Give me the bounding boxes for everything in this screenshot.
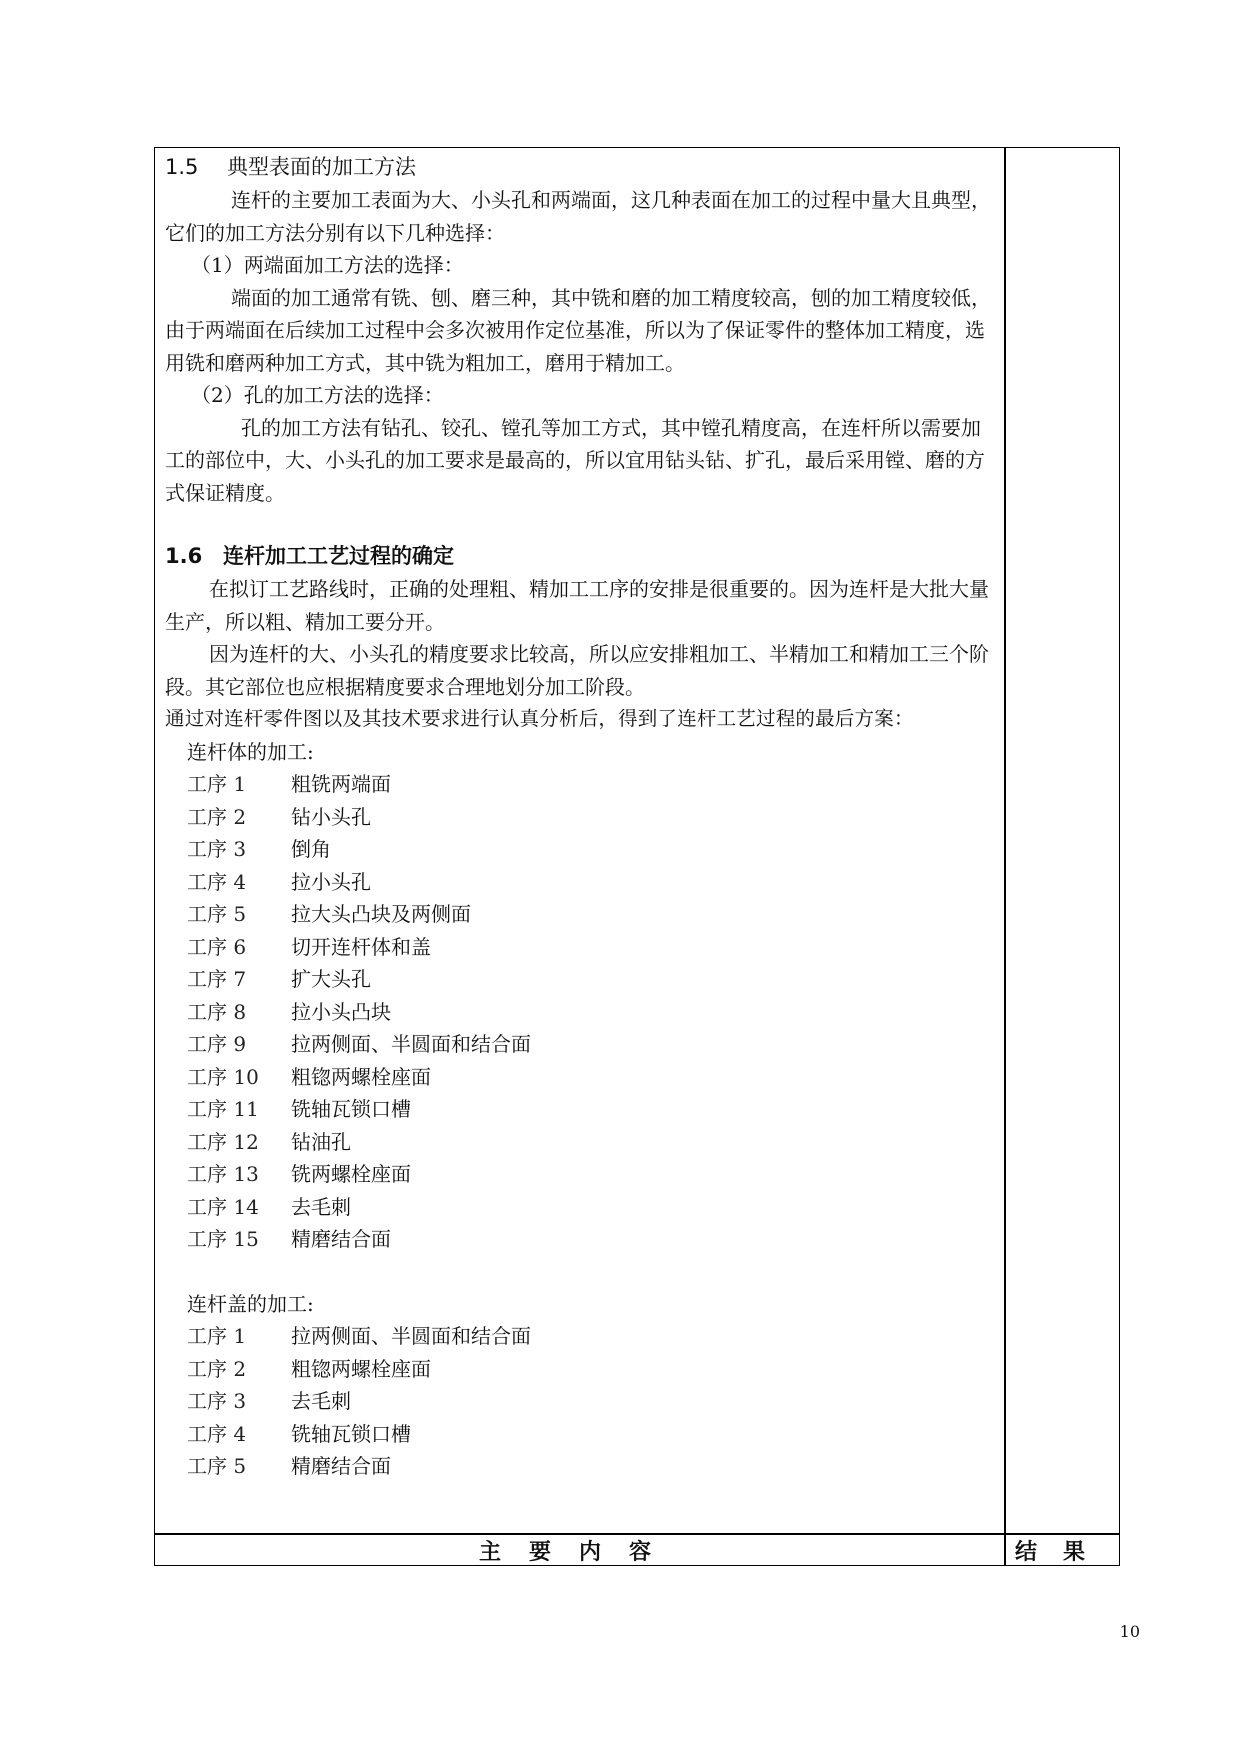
list-item bbox=[165, 996, 997, 1029]
step-text: 钻小头孔 bbox=[291, 804, 371, 829]
step-label: 工序 1 bbox=[187, 1324, 247, 1348]
step-label: 工序 5 bbox=[187, 902, 247, 926]
list-item bbox=[165, 1093, 997, 1126]
paragraph: 因为连杆的大、小头孔的精度要求比较高，所以应安排粗加工、半精加工和精加工三个阶段。其它部位也应根据精度要求合理地划分加工阶段。 bbox=[165, 642, 989, 699]
footer-main-content: 主要内容 bbox=[478, 1540, 679, 1565]
step-label: 工序 7 bbox=[187, 967, 247, 991]
list-item bbox=[165, 1450, 997, 1483]
step-text: 精磨结合面 bbox=[291, 1227, 391, 1251]
rod-body-steps bbox=[165, 768, 997, 1256]
list-item bbox=[165, 963, 997, 996]
list-item bbox=[165, 898, 997, 931]
list-item bbox=[165, 1126, 997, 1159]
list-item bbox=[165, 1320, 997, 1353]
footer-result: 结果 bbox=[1014, 1540, 1111, 1565]
section-number: 1.5 bbox=[165, 155, 199, 179]
list-item bbox=[165, 768, 997, 801]
step-text: 铣轴瓦锁口槽 bbox=[291, 1097, 411, 1121]
section-number: 1.6 bbox=[165, 544, 203, 568]
list-item bbox=[165, 1028, 997, 1061]
list-item bbox=[165, 1191, 997, 1224]
list-item bbox=[165, 1061, 997, 1094]
rod-cap-steps bbox=[165, 1320, 997, 1483]
list-item bbox=[165, 1418, 997, 1451]
item-title: （1）两端面加工方法的选择： bbox=[191, 253, 464, 277]
group-title-rod-cap: 连杆盖的加工: bbox=[187, 1291, 314, 1316]
step-label: 工序 2 bbox=[187, 804, 247, 829]
step-text: 去毛刺 bbox=[291, 1389, 351, 1413]
section-heading-1-5 bbox=[165, 150, 997, 184]
column-divider bbox=[1004, 147, 1006, 1566]
paragraph: 通过对连杆零件图以及其技术要求进行认真分析后，得到了连杆工艺过程的最后方案： bbox=[165, 707, 914, 730]
step-text: 扩大头孔 bbox=[291, 967, 371, 991]
step-label: 工序 2 bbox=[187, 1356, 247, 1381]
step-text: 拉两侧面、半圆面和结合面 bbox=[291, 1032, 531, 1056]
step-text: 拉两侧面、半圆面和结合面 bbox=[291, 1324, 531, 1348]
step-text: 去毛刺 bbox=[291, 1194, 351, 1219]
step-label: 工序 10 bbox=[187, 1064, 259, 1089]
step-label: 工序 1 bbox=[187, 772, 247, 796]
step-text: 铣两螺栓座面 bbox=[291, 1162, 411, 1186]
list-item bbox=[165, 1385, 997, 1418]
step-label: 工序 11 bbox=[187, 1097, 259, 1121]
page-number: 10 bbox=[1119, 1622, 1140, 1641]
paragraph: 孔的加工方法有钻孔、铰孔、镗孔等加工方式，其中镗孔精度高，在连杆所以需要加工的部位中，大、小头孔的加工要求是最高的，所以宜用钻头钻、扩孔，最后采用镗、磨的方式保证精度。 bbox=[165, 415, 985, 505]
item-title: （2）孔的加工方法的选择： bbox=[191, 383, 444, 407]
step-text: 钻油孔 bbox=[291, 1129, 351, 1154]
section-title: 典型表面的加工方法 bbox=[227, 155, 416, 179]
paragraph: 端面的加工通常有铣、刨、磨三种，其中铣和磨的加工精度较高，刨的加工精度较低，由于两端面在后续加工过程中会多次被用作定位基准，所以为了保证零件的整体加工精度，选用铣和磨两种加工方式，其中铣为粗加工，磨用于精加工。 bbox=[165, 285, 991, 375]
list-item bbox=[165, 931, 997, 964]
list-item bbox=[165, 1158, 997, 1191]
step-label: 工序 8 bbox=[187, 999, 247, 1024]
step-text: 拉小头孔 bbox=[291, 869, 371, 894]
step-text: 铣轴瓦锁口槽 bbox=[291, 1421, 411, 1446]
step-text: 切开连杆体和盖 bbox=[291, 934, 431, 959]
step-label: 工序 13 bbox=[187, 1162, 259, 1186]
step-label: 工序 4 bbox=[187, 869, 247, 894]
step-text: 拉大头凸块及两侧面 bbox=[291, 902, 471, 926]
group-title-rod-body: 连杆体的加工: bbox=[187, 739, 314, 764]
spacer bbox=[165, 1256, 997, 1288]
step-text: 倒角 bbox=[291, 837, 331, 861]
step-text: 粗铣两端面 bbox=[291, 772, 391, 796]
list-item bbox=[165, 801, 997, 834]
step-label: 工序 9 bbox=[187, 1032, 247, 1056]
paragraph: 连杆的主要加工表面为大、小头孔和两端面，这几种表面在加工的过程中量大且典型，它们的加工方法分别有以下几种选择： bbox=[165, 188, 991, 245]
step-text: 精磨结合面 bbox=[291, 1454, 391, 1478]
step-label: 工序 14 bbox=[187, 1194, 259, 1219]
section-title: 连杆加工工艺过程的确定 bbox=[223, 544, 454, 568]
step-text: 粗锪两螺栓座面 bbox=[291, 1064, 431, 1089]
step-text: 拉小头凸块 bbox=[291, 999, 391, 1024]
list-item bbox=[165, 866, 997, 899]
step-label: 工序 6 bbox=[187, 934, 247, 959]
step-label: 工序 4 bbox=[187, 1421, 247, 1446]
step-label: 工序 3 bbox=[187, 837, 247, 861]
main-content-cell bbox=[165, 150, 997, 1483]
step-text: 粗锪两螺栓座面 bbox=[291, 1356, 431, 1381]
step-label: 工序 5 bbox=[187, 1454, 247, 1478]
section-heading-1-6 bbox=[165, 539, 997, 573]
list-item bbox=[165, 1223, 997, 1256]
step-label: 工序 12 bbox=[187, 1129, 259, 1154]
step-label: 工序 3 bbox=[187, 1389, 247, 1413]
step-label: 工序 15 bbox=[187, 1227, 259, 1251]
paragraph: 在拟订工艺路线时，正确的处理粗、精加工工序的安排是很重要的。因为连杆是大批大量生产，所以粗、精加工要分开。 bbox=[165, 577, 989, 634]
list-item bbox=[165, 1353, 997, 1386]
list-item bbox=[165, 833, 997, 866]
